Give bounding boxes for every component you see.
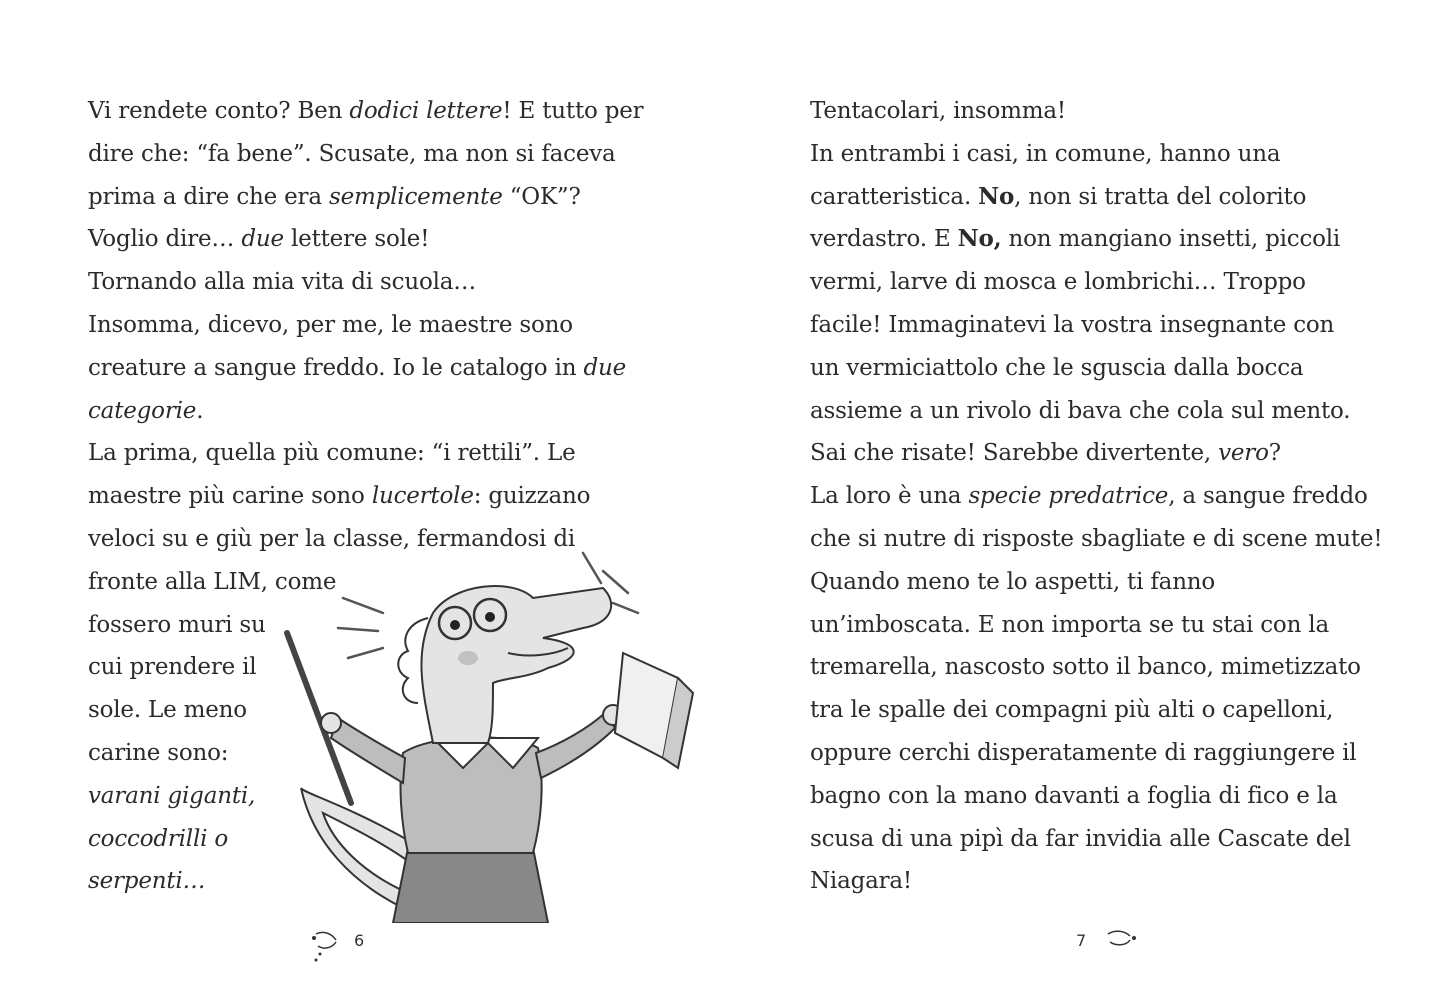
text-run: Insomma, dicevo, per me, le maestre sono bbox=[88, 312, 573, 338]
text-run: prima a dire che era bbox=[88, 183, 329, 210]
text-run: . bbox=[196, 397, 204, 424]
right-page bbox=[723, 0, 1445, 999]
text-line bbox=[88, 139, 616, 169]
text-run: coccodrilli o bbox=[88, 825, 229, 852]
text-run: assieme a un rivolo di bava che cola sul mento. bbox=[810, 397, 1351, 424]
text-line bbox=[810, 781, 1337, 811]
text-run: In entrambi i casi, in comune, hanno una bbox=[810, 140, 1281, 167]
text-run: verdastro. E bbox=[810, 226, 958, 253]
text-line bbox=[810, 695, 1333, 725]
text-line bbox=[810, 438, 1281, 468]
text-line bbox=[810, 524, 1382, 554]
text-run: , a sangue freddo bbox=[1168, 483, 1368, 510]
text-run: Voglio dire… bbox=[88, 226, 242, 253]
text-run: carine sono: bbox=[88, 740, 229, 766]
text-line bbox=[88, 396, 203, 426]
crocodile-teacher-icon bbox=[283, 543, 703, 923]
text-line bbox=[810, 310, 1334, 340]
text-run: No, bbox=[957, 225, 1002, 253]
text-run: fossero muri su bbox=[88, 611, 266, 638]
text-run: cui prendere il bbox=[88, 654, 257, 681]
left-page bbox=[0, 0, 722, 999]
text-run: caratteristica. bbox=[810, 183, 979, 210]
text-run: ! E tutto per bbox=[502, 98, 644, 124]
text-run: ? bbox=[1268, 440, 1281, 467]
text-run: varani giganti, bbox=[88, 782, 256, 809]
text-line bbox=[88, 866, 205, 896]
text-run: “OK”? bbox=[502, 183, 581, 210]
text-line bbox=[88, 438, 576, 468]
text-line bbox=[810, 652, 1361, 682]
text-run: lucertole bbox=[371, 483, 474, 510]
text-run: La loro è una bbox=[810, 483, 969, 510]
text-run: No bbox=[978, 182, 1015, 210]
text-line bbox=[88, 738, 228, 768]
text-line bbox=[88, 824, 228, 854]
text-line bbox=[810, 396, 1350, 426]
page-ornament-icon bbox=[310, 924, 342, 964]
text-line bbox=[88, 610, 266, 640]
text-run: facile! Immaginatevi la vostra insegnante con bbox=[810, 312, 1335, 338]
text-run: serpenti… bbox=[88, 868, 206, 895]
text-line bbox=[88, 781, 255, 811]
text-run: tremarella, nascosto sotto il banco, mimetizzato bbox=[810, 654, 1361, 681]
text-line bbox=[88, 96, 643, 126]
text-run: Sai che risate! Sarebbe divertente, bbox=[810, 440, 1219, 467]
text-run: La prima, quella più comune: “i rettili”. Le bbox=[88, 440, 576, 467]
text-run: Tornando alla mia vita di scuola… bbox=[88, 269, 477, 296]
text-run: Niagara! bbox=[810, 868, 912, 895]
text-line bbox=[88, 353, 626, 383]
text-run: dodici lettere bbox=[349, 98, 503, 124]
text-run: vero bbox=[1218, 440, 1269, 467]
text-line bbox=[88, 310, 573, 340]
text-run: Quando meno te lo aspetti, ti fanno bbox=[810, 568, 1216, 595]
text-run: un vermiciattolo che le sguscia dalla bocca bbox=[810, 354, 1304, 381]
text-run: tra le spalle dei compagni più alti o capelloni, bbox=[810, 697, 1334, 724]
text-line bbox=[88, 224, 429, 254]
text-line bbox=[810, 481, 1368, 511]
text-run: lettere sole! bbox=[283, 226, 430, 253]
text-run: che si nutre di risposte sbagliate e di scene mute! bbox=[810, 526, 1383, 552]
text-run: due bbox=[241, 226, 284, 253]
text-line bbox=[88, 652, 256, 682]
text-run: specie predatrice bbox=[968, 483, 1169, 510]
text-line bbox=[810, 738, 1356, 768]
text-line bbox=[810, 182, 1306, 212]
text-run: maestre più carine sono bbox=[88, 483, 372, 510]
text-run: due bbox=[583, 354, 627, 381]
text-line bbox=[810, 567, 1215, 597]
text-run: sole. Le meno bbox=[88, 697, 247, 724]
text-line bbox=[810, 224, 1340, 254]
text-run: : guizzano bbox=[473, 483, 591, 510]
text-line bbox=[810, 824, 1351, 854]
text-line bbox=[810, 267, 1306, 297]
text-run: Vi rendete conto? Ben bbox=[88, 98, 350, 124]
text-line bbox=[88, 267, 476, 297]
text-run: bagno con la mano davanti a foglia di fico e la bbox=[810, 782, 1338, 809]
page-number: 6 bbox=[354, 931, 365, 950]
text-run: creature a sangue freddo. Io le catalogo in bbox=[88, 354, 584, 381]
text-run: non mangiano insetti, piccoli bbox=[1001, 226, 1341, 253]
text-line bbox=[810, 353, 1303, 383]
text-run: oppure cerchi disperatamente di raggiungere il bbox=[810, 740, 1357, 766]
text-run: Tentacolari, insomma! bbox=[810, 98, 1066, 124]
text-line bbox=[810, 610, 1329, 640]
text-line bbox=[88, 182, 581, 212]
text-run: scusa di una pipì da far invidia alle Cascate del bbox=[810, 825, 1351, 852]
text-line bbox=[88, 695, 247, 725]
text-run: vermi, larve di mosca e lombrichi… Troppo bbox=[810, 269, 1306, 296]
text-line bbox=[810, 139, 1280, 169]
text-run: , non si tratta del colorito bbox=[1014, 183, 1307, 210]
text-line bbox=[810, 866, 912, 896]
text-run: veloci su e giù per la classe, fermandosi di bbox=[88, 526, 575, 552]
page-ornament-icon bbox=[1106, 924, 1138, 954]
text-run: semplicemente bbox=[328, 183, 503, 210]
text-run: categorie bbox=[88, 397, 197, 424]
text-run: un’imboscata. E non importa se tu stai con la bbox=[810, 611, 1329, 638]
text-run: fronte alla LIM, come bbox=[88, 568, 337, 595]
text-line bbox=[88, 481, 590, 511]
page-number: 7 bbox=[1076, 931, 1087, 950]
text-line bbox=[810, 96, 1066, 126]
text-run: dire che: “fa bene”. Scusate, ma non si faceva bbox=[88, 140, 616, 167]
